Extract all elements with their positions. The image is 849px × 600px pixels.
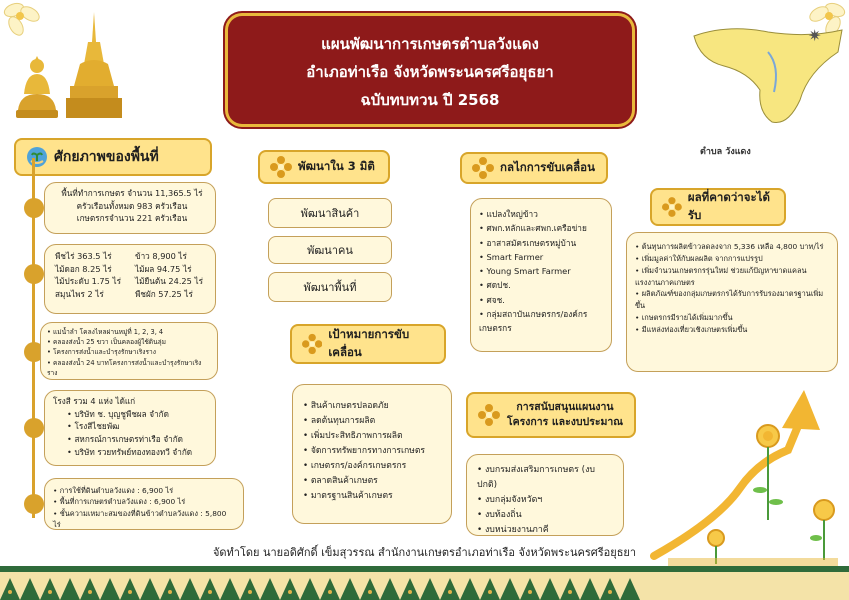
summary-line: ครัวเรือนทั้งหมด 983 ครัวเรือน: [76, 200, 188, 211]
land-use-item: • ชั้นความเหมาะสมของที่ดินข้าวตำบลวังแดง : 5,800 ไร่: [53, 508, 235, 531]
growth-arrow-icon: [648, 370, 838, 566]
rice-mill-box: [44, 390, 216, 466]
summary-line: เกษตรกรจำนวน 221 ครัวเรือน: [76, 213, 188, 224]
crop-item: สมุนไพร 2 ไร่: [55, 289, 104, 300]
title-line-2: อำเภอท่าเรือ จังหวัดพระนครศรีอยุธยา: [306, 63, 554, 81]
compass-icon: ✷: [808, 26, 822, 45]
thai-flower-icon: [472, 157, 494, 179]
thai-flower-icon: [270, 156, 292, 178]
water-item: • แม่น้ำลำ โคลงไหลผ่านหมู่ที่ 1, 2, 3, 4: [47, 327, 211, 337]
buddha-statue-icon: [14, 54, 60, 120]
water-source-box: [40, 322, 218, 380]
footer-credit: จัดทำโดย นายอดิศักดิ์ เข็มสุวรรณ สำนักงานเกษตรอำเภอท่าเรือ จังหวัดพระนครศรีอยุธยา: [212, 546, 637, 559]
expected-item: • ผลิตภัณฑ์ของกลุ่มเกษตรกรได้รับการรับรองมาตรฐานเพิ่มขึ้น: [635, 288, 829, 312]
goal-item: • สินค้าเกษตรปลอดภัย: [303, 399, 441, 414]
timeline-dot: [24, 418, 44, 438]
dimension-item: พัฒนาพื้นที่: [268, 272, 392, 302]
timeline-dot: [24, 198, 44, 218]
timeline-dot: [24, 494, 44, 514]
thai-flower-icon: [478, 404, 500, 426]
goal-item: • มาตรฐานสินค้าเกษตร: [303, 489, 441, 504]
frangipani-flower-icon: [0, 0, 48, 40]
rice-mill-title: โรงสี รวม 4 แห่ง ได้แก่: [53, 396, 136, 406]
goal-item: • จัดการทรัพยากรทางการเกษตร: [303, 444, 441, 459]
thai-flower-icon: [302, 333, 322, 355]
support-title-line: โครงการ และงบประมาณ: [506, 416, 624, 428]
land-use-box: [44, 478, 244, 530]
mechanism-item: • ศดปช.: [479, 278, 603, 292]
water-item: • โครงการส่งน้ำและบำรุงรักษาเริงราง: [47, 347, 211, 357]
expected-title-text: ผลที่คาดว่าจะได้รับ: [687, 190, 770, 222]
goal-item: • เพิ่มประสิทธิภาพการผลิต: [303, 429, 441, 444]
potential-title-text: ศักยภาพของพื้นที่: [54, 149, 159, 165]
support-item: • งบกลุ่มจังหวัดฯ: [477, 493, 613, 508]
map-label: ตำบล วังแดง: [700, 147, 751, 157]
expected-item: • เกษตรกรมีรายได้เพิ่มมากขึ้น: [635, 312, 829, 324]
rice-mill-item: • โรงสีไชยพัฒ: [67, 420, 207, 433]
summary-line: พื้นที่ทำการเกษตร จำนวน 11,365.5 ไร่: [61, 188, 203, 198]
mechanism-item: • แปลงใหญ่ข้าว: [479, 207, 603, 221]
water-item: • คลองส่งน้ำ 24 บาทโครงการส่งน้ำและบำรุงรักษาเริงราง: [47, 358, 211, 378]
land-use-item: • พื้นที่การเกษตรตำบลวังแดง : 6,900 ไร่: [53, 496, 235, 507]
crop-item: ไม้ดอก 8.25 ไร่: [55, 263, 112, 274]
support-title-line: การสนับสนุนแผนงาน: [516, 401, 614, 414]
expected-item: • ต้นทุนการผลิตข้าวลดลงจาก 5,336 เหลือ 4,800 บาท/ไร่: [635, 241, 829, 253]
expected-box: [626, 232, 838, 372]
rice-mill-item: • บริษัท รวยทรัพย์ทองทองทวี จำกัด: [67, 446, 207, 459]
stupa-icon: [66, 12, 122, 120]
dimension-item: พัฒนาคน: [268, 236, 392, 264]
thai-pattern-border: [0, 566, 849, 600]
crop-item: ไม้ผล 94.75 ไร่: [134, 263, 192, 274]
water-item: • คลองส่งน้ำ 25 ขวา เป็นคลองผู้ใช้ดินลุ่ม: [47, 337, 211, 347]
mechanism-title: [460, 152, 608, 184]
title-line-1: แผนพัฒนาการเกษตรตำบลวังแดง: [321, 35, 539, 53]
expected-title: [650, 188, 786, 226]
area-summary-box: [44, 182, 216, 234]
land-use-item: • การใช้ที่ดินตำบลวังแดง : 6,900 ไร่: [53, 485, 235, 496]
dimensions-title: [258, 150, 390, 184]
mechanism-box: [470, 198, 612, 352]
crop-item: พืชไร่ 363.5 ไร่: [55, 251, 112, 261]
support-box: [466, 454, 624, 536]
expected-item: • เพิ่มจำนวนเกษตรกรรุ่นใหม่ ช่วยแก้ปัญหาขาดแคลนแรงงานภาคเกษตร: [635, 265, 829, 289]
crop-item: ข้าว 8,900 ไร่: [134, 251, 187, 261]
seedling-hand-icon: [26, 146, 48, 168]
crop-list-right: [135, 250, 203, 313]
mechanism-item: • ศจช.: [479, 293, 603, 307]
goal-item: • เกษตรกร/องค์กรเกษตรกร: [303, 459, 441, 474]
crop-area-box: [44, 244, 216, 314]
rice-mill-item: • สหกรณ์การเกษตรท่าเรือ จำกัด: [67, 433, 207, 446]
support-item: • งบกรมส่งเสริมการเกษตร (งบปกติ): [477, 463, 613, 493]
goal-item: • ตลาดสินค้าเกษตร: [303, 474, 441, 489]
rice-mill-item: • บริษัท ช. บุญชูพืชผล จำกัด: [67, 408, 207, 421]
potential-title: [14, 138, 212, 176]
timeline-dot: [24, 264, 44, 284]
goal-item: • ลดต้นทุนการผลิต: [303, 414, 441, 429]
mechanism-item: • อาสาสมัครเกษตรหมู่บ้าน: [479, 236, 603, 250]
mechanism-title-text: กลไกการขับเคลื่อน: [500, 160, 595, 174]
goals-title: [290, 324, 446, 364]
expected-item: • มีแหล่งท่องเที่ยวเชิงเกษตรเพิ่มขึ้น: [635, 324, 829, 336]
support-item: • งบหน่วยงานภาคี: [477, 523, 613, 538]
dimension-item: พัฒนาสินค้า: [268, 198, 392, 228]
crop-item: ไม้ยืนต้น 24.25 ไร่: [134, 276, 203, 287]
crop-list-left: [55, 250, 121, 313]
expected-item: • เพิ่มมูลค่าให้กับผลผลิต จากการแปรรูป: [635, 253, 829, 265]
mechanism-item: • Young Smart Farmer: [479, 264, 603, 278]
support-title: [466, 392, 636, 438]
district-map: [688, 22, 848, 132]
title-line-3: ฉบับทบทวน ปี 2568: [360, 91, 500, 109]
thai-flower-icon: [662, 196, 682, 218]
mechanism-item: • ศพก.หลักและศพก.เครือข่าย: [479, 221, 603, 235]
mechanism-item: • Smart Farmer: [479, 250, 603, 264]
crop-item: พืชผัก 57.25 ไร่: [134, 289, 193, 300]
crop-item: ไม้ประดับ 1.75 ไร่: [55, 276, 121, 287]
dimensions-title-text: พัฒนาใน 3 มิติ: [298, 159, 375, 173]
mechanism-item: • กลุ่มสถาบันเกษตรกร/องค์กรเกษตรกร: [479, 307, 603, 336]
title-banner: [228, 16, 632, 124]
support-item: • งบท้องถิ่น: [477, 508, 613, 523]
goals-title-text: เป้าหมายการขับเคลื่อน: [328, 327, 410, 359]
goals-box: [292, 384, 452, 524]
